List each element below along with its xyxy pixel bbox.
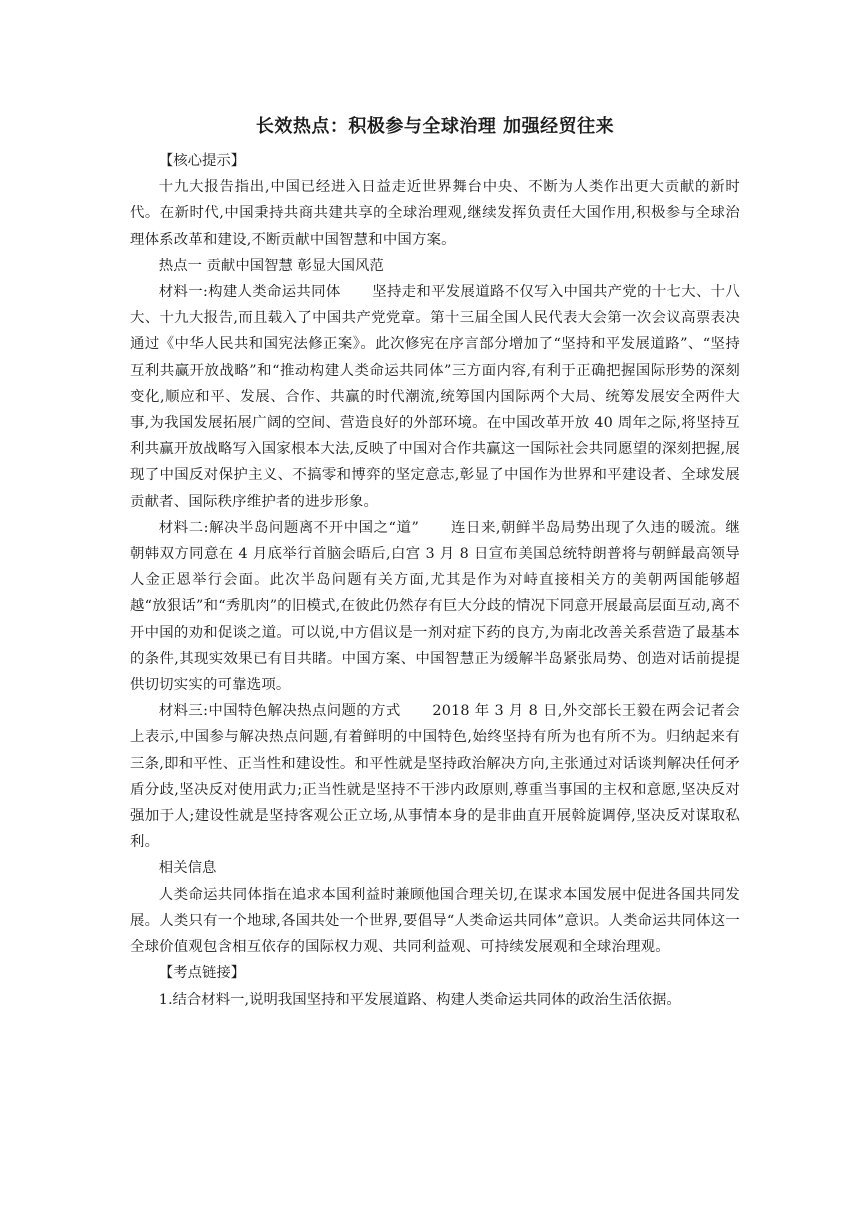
material-1-text: 坚持走和平发展道路不仅写入中国共产党的十七大、十八大、十九大报告,而且载入了中国共产党党章。第十三届全国人民代表大会第一次会议高票表决通过《中华人民共和国宪法修正案》。此次修宪在序言部分增加了“坚持和平发展道路”、“坚持互利共赢开放战略”和“推动构建人类命运共同体”三方面内容,有利于正确把握国际形势的深刻变化,顺应和平、发展、合作、共赢的时代潮流,统筹国内国际两个大局、统筹发展安全两件大事,为我国发展拓展广阔的空间、营造良好的外部环境。在中国改革开放 40 周年之际,将坚持互利共赢开放战略写入国家根本大法,反映了中国对合作共赢这一国际社会共同愿望的深刻把握,展现了中国反对保护主义、不搞零和博弈的坚定意志,彰显了中国作为世界和平建设者、全球发展贡献者、国际秩序维护者的进步形象。	[130, 284, 740, 510]
hotspot-1-heading: 热点一 贡献中国智慧 彰显大国风范	[158, 257, 384, 274]
core-tip-paragraph: 十九大报告指出,中国已经进入日益走近世界舞台中央、不断为人类作出更大贡献的新时代。在新时代,中国秉持共商共建共享的全球治理观,继续发挥负责任大国作用,积极参与全球治理体系改革和建设,不断贡献中国智慧和中国方案。	[130, 179, 740, 248]
document-title: 长效热点：积极参与全球治理 加强经贸往来	[255, 116, 615, 137]
material-3-paragraph	[130, 698, 740, 855]
material-3-label: 材料三:中国特色解决热点问题的方式	[158, 703, 401, 720]
related-info-paragraph: 人类命运共同体指在追求本国利益时兼顾他国合理关切,在谋求本国发展中促进各国共同发展。人类只有一个地球,各国共处一个世界,要倡导“人类命运共同体”意识。人类命运共同体这一全球价值观包含相互依存的国际权力观、共同利益观、可持续发展观和全球治理观。	[130, 886, 740, 956]
core-tip-heading: 【核心提示】	[158, 153, 246, 169]
material-1-paragraph	[130, 279, 740, 515]
material-3-text: 2018 年 3 月 8 日,外交部长王毅在两会记者会上表示,中国参与解决热点问题,有着鲜明的中国特色,始终坚持有所为也有所不为。归纳起来有三条,即和平性、正当性和建设性。和平性就是坚持政治解决方向,主张通过对话谈判解决任何矛盾分歧,坚决反对使用武力;正当性就是坚持不干涉内政原则,尊重当事国的主权和意愿,坚决反对强加于人;建设性就是坚持客观公正立场,从事情本身的是非曲直开展斡旋调停,坚决反对谋取私利。	[130, 703, 740, 851]
material-2-label: 材料二:解决半岛问题离不开中国之“道”	[158, 519, 419, 536]
question-1: 1.结合材料一,说明我国坚持和平发展道路、构建人类命运共同体的政治生活依据。	[158, 991, 681, 1008]
material-1-label: 材料一:构建人类命运共同体	[158, 284, 341, 301]
exam-link-heading: 【考点链接】	[158, 965, 246, 982]
related-info-heading: 相关信息	[158, 860, 217, 877]
document-page	[130, 112, 740, 1013]
material-2-paragraph	[130, 515, 740, 698]
material-2-text: 连日来,朝鲜半岛局势出现了久违的暖流。继朝韩双方同意在 4 月底举行首脑会晤后,白宫 3 月 8 日宣布美国总统特朗普将与朝鲜最高领导人金正恩举行会面。此次半岛问题有关方面,尤其是作为对峙直接相关方的美朝两国能够超越“放狠话”和“秀肌肉”的旧模式,在彼此仍然存有巨大分歧的情况下同意开展最高层面互动,离不开中国的劝和促谈之道。可以说,中方倡议是一剂对症下药的良方,为南北改善关系营造了最基本的条件,其现实效果已有目共睹。中国方案、中国智慧正为缓解半岛紧张局势、创造对话前提提供切切实实的可靠选项。	[130, 519, 740, 694]
